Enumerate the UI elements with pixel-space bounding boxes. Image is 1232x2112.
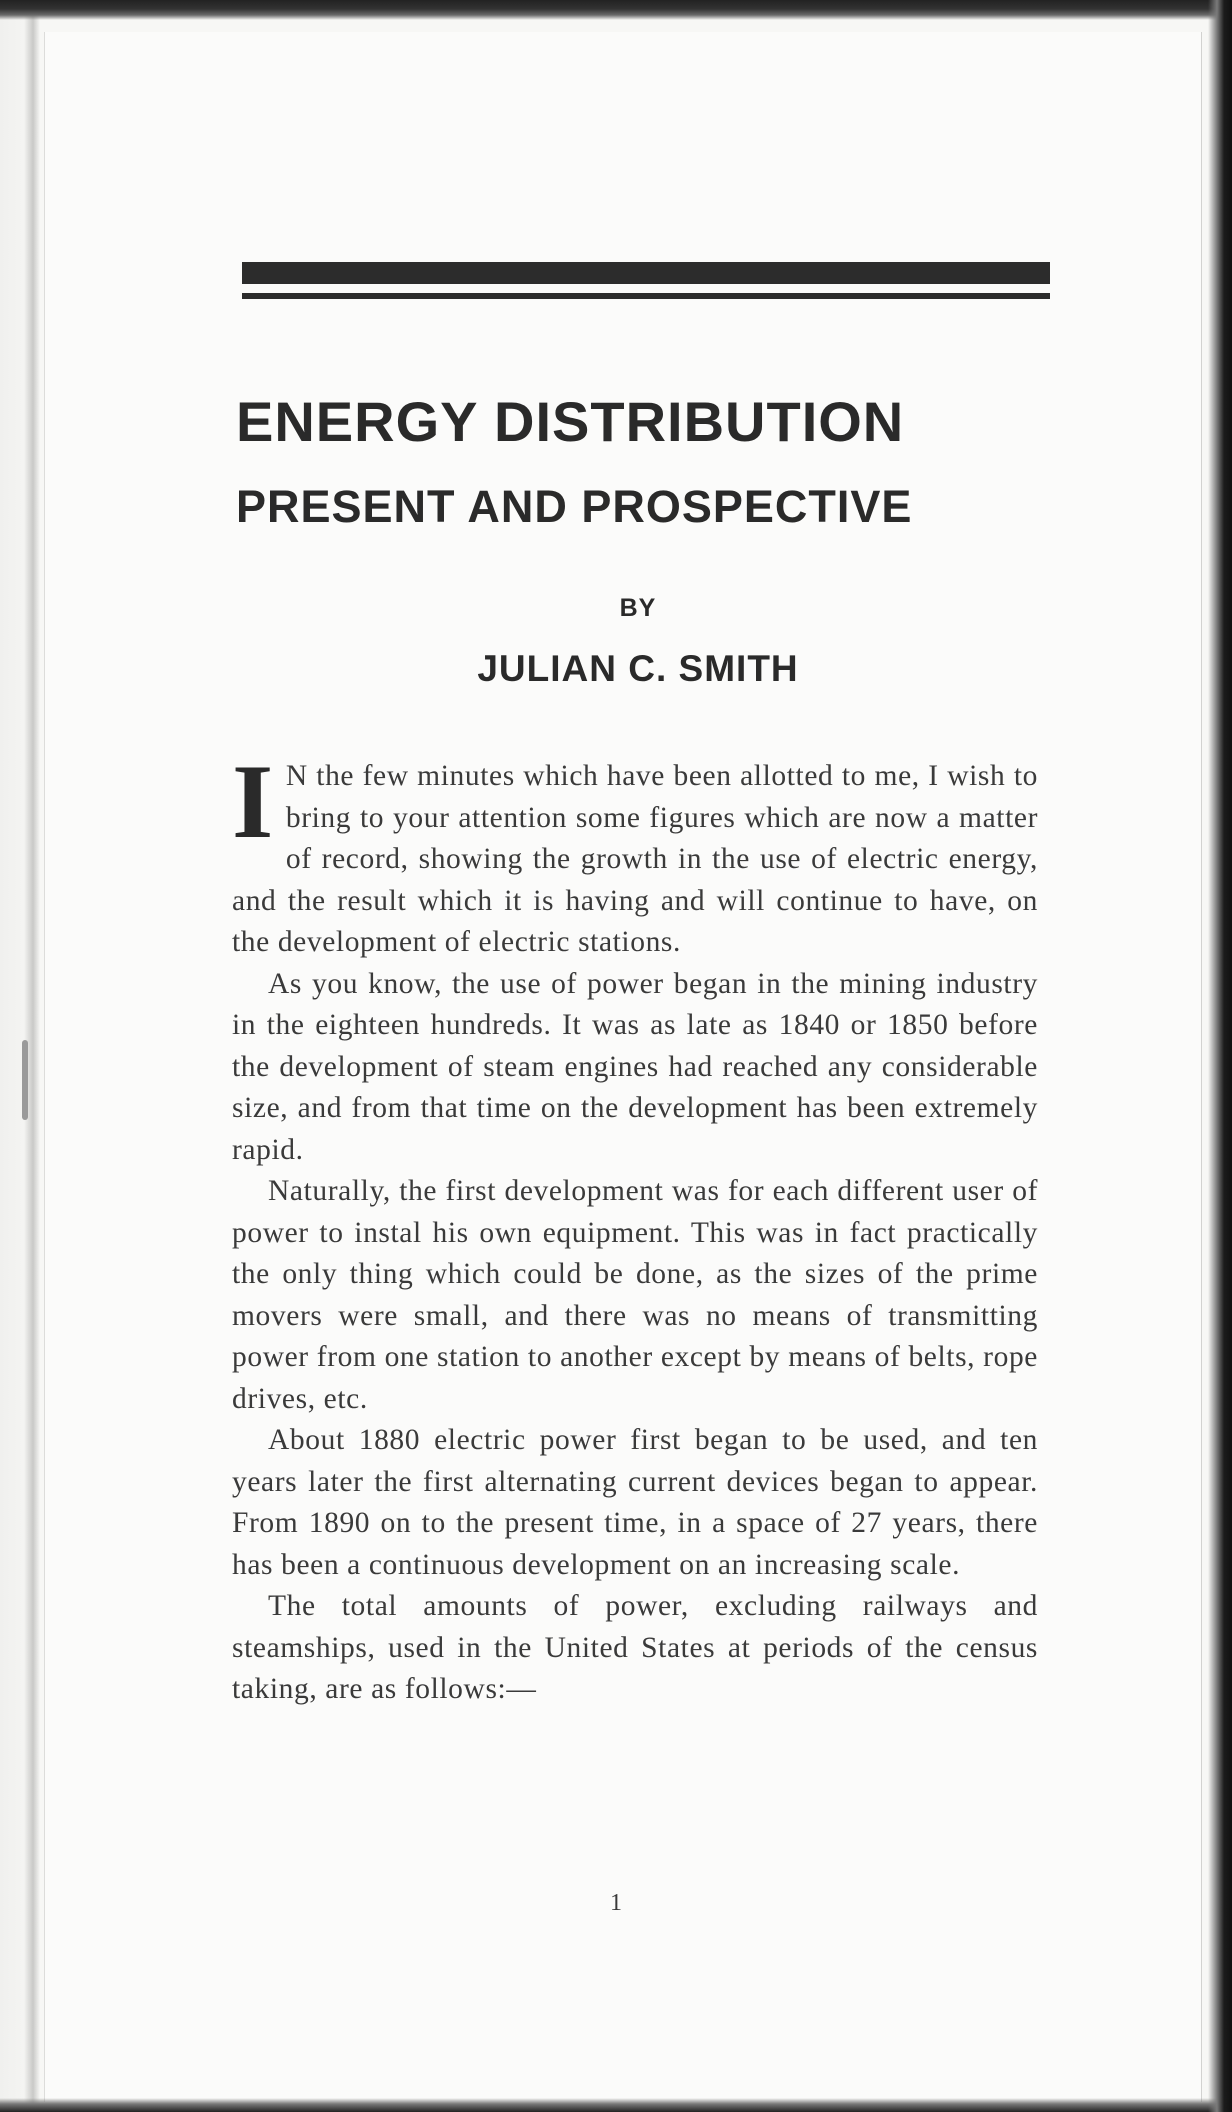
byline-by: BY xyxy=(619,594,657,622)
paragraph-4: About 1880 electric power first began to be used, and ten years later the first alternating current devices began to appear. From 1890 on to the present time, in a space of 27 years, there has been a continuous development on an increasing scale. xyxy=(232,1424,1038,1581)
paragraph-2: As you know, the use of power began in the mining industry in the eighteen hundreds. It was as late as 1840 or 1850 before the development of steam engines had reached any considerable size, and from that time on the development has been extremely rapid. xyxy=(232,967,1038,1166)
article-body xyxy=(232,743,1038,1711)
gutter-mark xyxy=(22,1040,28,1120)
bottom-scan-edge xyxy=(0,2098,1232,2112)
header-rule-thin xyxy=(242,293,1050,299)
page-number: 1 xyxy=(610,1890,622,1916)
left-scan-edge xyxy=(0,0,40,2112)
article-subtitle: PRESENT AND PROSPECTIVE xyxy=(236,481,913,532)
right-scan-edge xyxy=(1208,0,1232,2112)
paragraph-3: Naturally, the first development was for each different user of power to instal his own equipment. This was in fact practically the only thing which could be done, as the sizes of the prime movers were small, and there was no means of transmitting power from one station to another except by means of belts, rope drives, etc. xyxy=(232,1175,1038,1415)
top-scan-edge xyxy=(0,0,1232,20)
drop-cap: I xyxy=(232,743,274,860)
paragraph-1-text: N the few minutes which have been allotted to me, I wish to bring to your attention some figures which are now a matter of record, showing the growth in the use of electric energy, and the result which it is having and will continue to have, on the development of electric stations. xyxy=(232,760,1038,958)
article-title: ENERGY DISTRIBUTION xyxy=(236,390,905,453)
header-rule-thick xyxy=(242,262,1050,284)
author-name: JULIAN C. SMITH xyxy=(477,648,799,689)
paragraph-1 xyxy=(232,743,1038,964)
paragraph-5: The total amounts of power, excluding railways and steamships, used in the United States at periods of the census taking, are as follows:— xyxy=(232,1590,1038,1705)
